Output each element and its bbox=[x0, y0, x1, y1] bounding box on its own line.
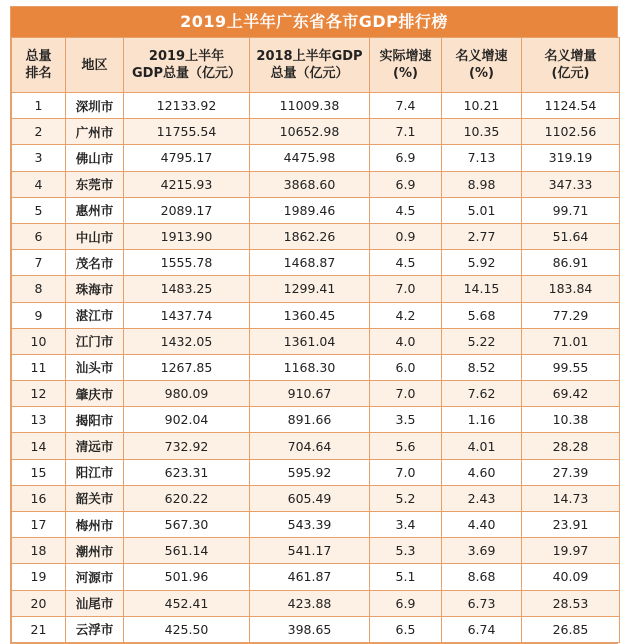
region-cell: 江门市 bbox=[66, 328, 124, 354]
rank-cell: 2 bbox=[12, 119, 66, 145]
table-body bbox=[12, 93, 620, 643]
real-growth-cell: 5.2 bbox=[370, 485, 442, 511]
table-row bbox=[12, 538, 620, 564]
nominal-increase-cell: 19.97 bbox=[522, 538, 620, 564]
gdp-2018h1-cell: 595.92 bbox=[250, 459, 370, 485]
gdp-2018h1-cell: 1989.46 bbox=[250, 197, 370, 223]
rank-cell: 9 bbox=[12, 302, 66, 328]
col-header-gdp-2018h1: 2018上半年GDP 总量（亿元） bbox=[250, 38, 370, 93]
nominal-growth-cell: 7.13 bbox=[442, 145, 522, 171]
gdp-2018h1-cell: 1862.26 bbox=[250, 223, 370, 249]
gdp-2019h1-cell: 623.31 bbox=[124, 459, 250, 485]
gdp-2019h1-cell: 4795.17 bbox=[124, 145, 250, 171]
rank-cell: 19 bbox=[12, 564, 66, 590]
gdp-2019h1-cell: 12133.92 bbox=[124, 93, 250, 119]
table-row bbox=[12, 328, 620, 354]
region-cell: 深圳市 bbox=[66, 93, 124, 119]
real-growth-cell: 7.4 bbox=[370, 93, 442, 119]
col-header-gdp-2019h1: 2019上半年 GDP总量（亿元） bbox=[124, 38, 250, 93]
gdp-2019h1-cell: 1483.25 bbox=[124, 276, 250, 302]
gdp-2018h1-cell: 605.49 bbox=[250, 485, 370, 511]
region-cell: 惠州市 bbox=[66, 197, 124, 223]
table-row bbox=[12, 276, 620, 302]
rank-cell: 12 bbox=[12, 381, 66, 407]
gdp-2018h1-cell: 891.66 bbox=[250, 407, 370, 433]
nominal-increase-cell: 347.33 bbox=[522, 171, 620, 197]
rank-cell: 3 bbox=[12, 145, 66, 171]
col-header-real-growth: 实际增速 (%) bbox=[370, 38, 442, 93]
nominal-growth-cell: 4.01 bbox=[442, 433, 522, 459]
nominal-increase-cell: 99.71 bbox=[522, 197, 620, 223]
rank-cell: 15 bbox=[12, 459, 66, 485]
region-cell: 中山市 bbox=[66, 223, 124, 249]
table-row bbox=[12, 485, 620, 511]
gdp-2018h1-cell: 423.88 bbox=[250, 590, 370, 616]
nominal-growth-cell: 4.40 bbox=[442, 512, 522, 538]
nominal-increase-cell: 86.91 bbox=[522, 250, 620, 276]
region-cell: 佛山市 bbox=[66, 145, 124, 171]
gdp-2018h1-cell: 541.17 bbox=[250, 538, 370, 564]
gdp-2019h1-cell: 980.09 bbox=[124, 381, 250, 407]
real-growth-cell: 7.0 bbox=[370, 381, 442, 407]
nominal-increase-cell: 99.55 bbox=[522, 354, 620, 380]
table-row bbox=[12, 119, 620, 145]
table-row bbox=[12, 93, 620, 119]
col-header-nominal-increase: 名义增量 (亿元) bbox=[522, 38, 620, 93]
region-cell: 汕尾市 bbox=[66, 590, 124, 616]
gdp-2019h1-cell: 567.30 bbox=[124, 512, 250, 538]
gdp-2019h1-cell: 1267.85 bbox=[124, 354, 250, 380]
real-growth-cell: 6.9 bbox=[370, 590, 442, 616]
nominal-increase-cell: 183.84 bbox=[522, 276, 620, 302]
rank-cell: 4 bbox=[12, 171, 66, 197]
table-row bbox=[12, 512, 620, 538]
rank-cell: 11 bbox=[12, 354, 66, 380]
region-cell: 梅州市 bbox=[66, 512, 124, 538]
gdp-2018h1-cell: 543.39 bbox=[250, 512, 370, 538]
nominal-growth-cell: 2.77 bbox=[442, 223, 522, 249]
gdp-2018h1-cell: 1168.30 bbox=[250, 354, 370, 380]
gdp-2019h1-cell: 732.92 bbox=[124, 433, 250, 459]
table-row bbox=[12, 145, 620, 171]
table-row bbox=[12, 197, 620, 223]
gdp-2018h1-cell: 1361.04 bbox=[250, 328, 370, 354]
nominal-increase-cell: 14.73 bbox=[522, 485, 620, 511]
region-cell: 韶关市 bbox=[66, 485, 124, 511]
nominal-growth-cell: 5.92 bbox=[442, 250, 522, 276]
real-growth-cell: 7.1 bbox=[370, 119, 442, 145]
gdp-2018h1-cell: 461.87 bbox=[250, 564, 370, 590]
nominal-growth-cell: 6.73 bbox=[442, 590, 522, 616]
nominal-growth-cell: 7.62 bbox=[442, 381, 522, 407]
gdp-2018h1-cell: 1360.45 bbox=[250, 302, 370, 328]
table-row bbox=[12, 616, 620, 642]
gdp-2019h1-cell: 620.22 bbox=[124, 485, 250, 511]
rank-cell: 8 bbox=[12, 276, 66, 302]
real-growth-cell: 0.9 bbox=[370, 223, 442, 249]
nominal-growth-cell: 10.35 bbox=[442, 119, 522, 145]
real-growth-cell: 4.2 bbox=[370, 302, 442, 328]
table-row bbox=[12, 433, 620, 459]
nominal-growth-cell: 6.74 bbox=[442, 616, 522, 642]
gdp-2019h1-cell: 425.50 bbox=[124, 616, 250, 642]
table-row bbox=[12, 171, 620, 197]
nominal-increase-cell: 71.01 bbox=[522, 328, 620, 354]
real-growth-cell: 5.3 bbox=[370, 538, 442, 564]
region-cell: 揭阳市 bbox=[66, 407, 124, 433]
gdp-2018h1-cell: 1468.87 bbox=[250, 250, 370, 276]
gdp-2018h1-cell: 11009.38 bbox=[250, 93, 370, 119]
col-header-nominal-growth: 名义增速 (%) bbox=[442, 38, 522, 93]
gdp-2018h1-cell: 3868.60 bbox=[250, 171, 370, 197]
region-cell: 东莞市 bbox=[66, 171, 124, 197]
real-growth-cell: 3.5 bbox=[370, 407, 442, 433]
gdp-ranking-table bbox=[11, 37, 620, 643]
nominal-increase-cell: 319.19 bbox=[522, 145, 620, 171]
gdp-2019h1-cell: 1432.05 bbox=[124, 328, 250, 354]
table-row bbox=[12, 407, 620, 433]
region-cell: 茂名市 bbox=[66, 250, 124, 276]
nominal-growth-cell: 8.68 bbox=[442, 564, 522, 590]
table-row bbox=[12, 302, 620, 328]
gdp-2018h1-cell: 10652.98 bbox=[250, 119, 370, 145]
real-growth-cell: 3.4 bbox=[370, 512, 442, 538]
table-row bbox=[12, 590, 620, 616]
table-row bbox=[12, 354, 620, 380]
table-row bbox=[12, 459, 620, 485]
gdp-2018h1-cell: 910.67 bbox=[250, 381, 370, 407]
nominal-growth-cell: 5.68 bbox=[442, 302, 522, 328]
region-cell: 潮州市 bbox=[66, 538, 124, 564]
col-header-region: 地区 bbox=[66, 38, 124, 93]
rank-cell: 20 bbox=[12, 590, 66, 616]
gdp-2019h1-cell: 902.04 bbox=[124, 407, 250, 433]
gdp-2019h1-cell: 1555.78 bbox=[124, 250, 250, 276]
nominal-increase-cell: 28.53 bbox=[522, 590, 620, 616]
gdp-2019h1-cell: 11755.54 bbox=[124, 119, 250, 145]
nominal-growth-cell: 4.60 bbox=[442, 459, 522, 485]
region-cell: 阳江市 bbox=[66, 459, 124, 485]
nominal-increase-cell: 26.85 bbox=[522, 616, 620, 642]
real-growth-cell: 7.0 bbox=[370, 276, 442, 302]
rank-cell: 6 bbox=[12, 223, 66, 249]
region-cell: 云浮市 bbox=[66, 616, 124, 642]
real-growth-cell: 6.0 bbox=[370, 354, 442, 380]
gdp-2019h1-cell: 4215.93 bbox=[124, 171, 250, 197]
region-cell: 湛江市 bbox=[66, 302, 124, 328]
nominal-growth-cell: 1.16 bbox=[442, 407, 522, 433]
real-growth-cell: 4.0 bbox=[370, 328, 442, 354]
rank-cell: 18 bbox=[12, 538, 66, 564]
real-growth-cell: 7.0 bbox=[370, 459, 442, 485]
nominal-increase-cell: 1102.56 bbox=[522, 119, 620, 145]
gdp-2018h1-cell: 1299.41 bbox=[250, 276, 370, 302]
gdp-2019h1-cell: 452.41 bbox=[124, 590, 250, 616]
nominal-growth-cell: 3.69 bbox=[442, 538, 522, 564]
rank-cell: 13 bbox=[12, 407, 66, 433]
nominal-increase-cell: 40.09 bbox=[522, 564, 620, 590]
real-growth-cell: 6.5 bbox=[370, 616, 442, 642]
rank-cell: 14 bbox=[12, 433, 66, 459]
gdp-2018h1-cell: 704.64 bbox=[250, 433, 370, 459]
nominal-growth-cell: 14.15 bbox=[442, 276, 522, 302]
nominal-growth-cell: 2.43 bbox=[442, 485, 522, 511]
region-cell: 广州市 bbox=[66, 119, 124, 145]
rank-cell: 21 bbox=[12, 616, 66, 642]
nominal-growth-cell: 5.22 bbox=[442, 328, 522, 354]
real-growth-cell: 5.1 bbox=[370, 564, 442, 590]
table-row bbox=[12, 223, 620, 249]
rank-cell: 10 bbox=[12, 328, 66, 354]
nominal-growth-cell: 5.01 bbox=[442, 197, 522, 223]
gdp-ranking-table-frame bbox=[10, 6, 618, 644]
region-cell: 珠海市 bbox=[66, 276, 124, 302]
nominal-increase-cell: 23.91 bbox=[522, 512, 620, 538]
real-growth-cell: 4.5 bbox=[370, 250, 442, 276]
gdp-2019h1-cell: 501.96 bbox=[124, 564, 250, 590]
nominal-increase-cell: 10.38 bbox=[522, 407, 620, 433]
rank-cell: 16 bbox=[12, 485, 66, 511]
real-growth-cell: 6.9 bbox=[370, 145, 442, 171]
real-growth-cell: 5.6 bbox=[370, 433, 442, 459]
col-header-rank: 总量 排名 bbox=[12, 38, 66, 93]
table-title: 2019上半年广东省各市GDP排行榜 bbox=[11, 7, 617, 37]
gdp-2019h1-cell: 1437.74 bbox=[124, 302, 250, 328]
table-row bbox=[12, 250, 620, 276]
nominal-increase-cell: 27.39 bbox=[522, 459, 620, 485]
table-header-row bbox=[12, 38, 620, 93]
nominal-increase-cell: 51.64 bbox=[522, 223, 620, 249]
table-row bbox=[12, 381, 620, 407]
region-cell: 河源市 bbox=[66, 564, 124, 590]
gdp-2018h1-cell: 398.65 bbox=[250, 616, 370, 642]
nominal-increase-cell: 28.28 bbox=[522, 433, 620, 459]
gdp-2018h1-cell: 4475.98 bbox=[250, 145, 370, 171]
nominal-increase-cell: 1124.54 bbox=[522, 93, 620, 119]
rank-cell: 5 bbox=[12, 197, 66, 223]
nominal-increase-cell: 77.29 bbox=[522, 302, 620, 328]
nominal-growth-cell: 8.98 bbox=[442, 171, 522, 197]
rank-cell: 17 bbox=[12, 512, 66, 538]
nominal-growth-cell: 8.52 bbox=[442, 354, 522, 380]
region-cell: 肇庆市 bbox=[66, 381, 124, 407]
gdp-2019h1-cell: 561.14 bbox=[124, 538, 250, 564]
rank-cell: 7 bbox=[12, 250, 66, 276]
nominal-increase-cell: 69.42 bbox=[522, 381, 620, 407]
rank-cell: 1 bbox=[12, 93, 66, 119]
real-growth-cell: 6.9 bbox=[370, 171, 442, 197]
nominal-growth-cell: 10.21 bbox=[442, 93, 522, 119]
real-growth-cell: 4.5 bbox=[370, 197, 442, 223]
gdp-2019h1-cell: 1913.90 bbox=[124, 223, 250, 249]
region-cell: 清远市 bbox=[66, 433, 124, 459]
region-cell: 汕头市 bbox=[66, 354, 124, 380]
table-row bbox=[12, 564, 620, 590]
gdp-2019h1-cell: 2089.17 bbox=[124, 197, 250, 223]
